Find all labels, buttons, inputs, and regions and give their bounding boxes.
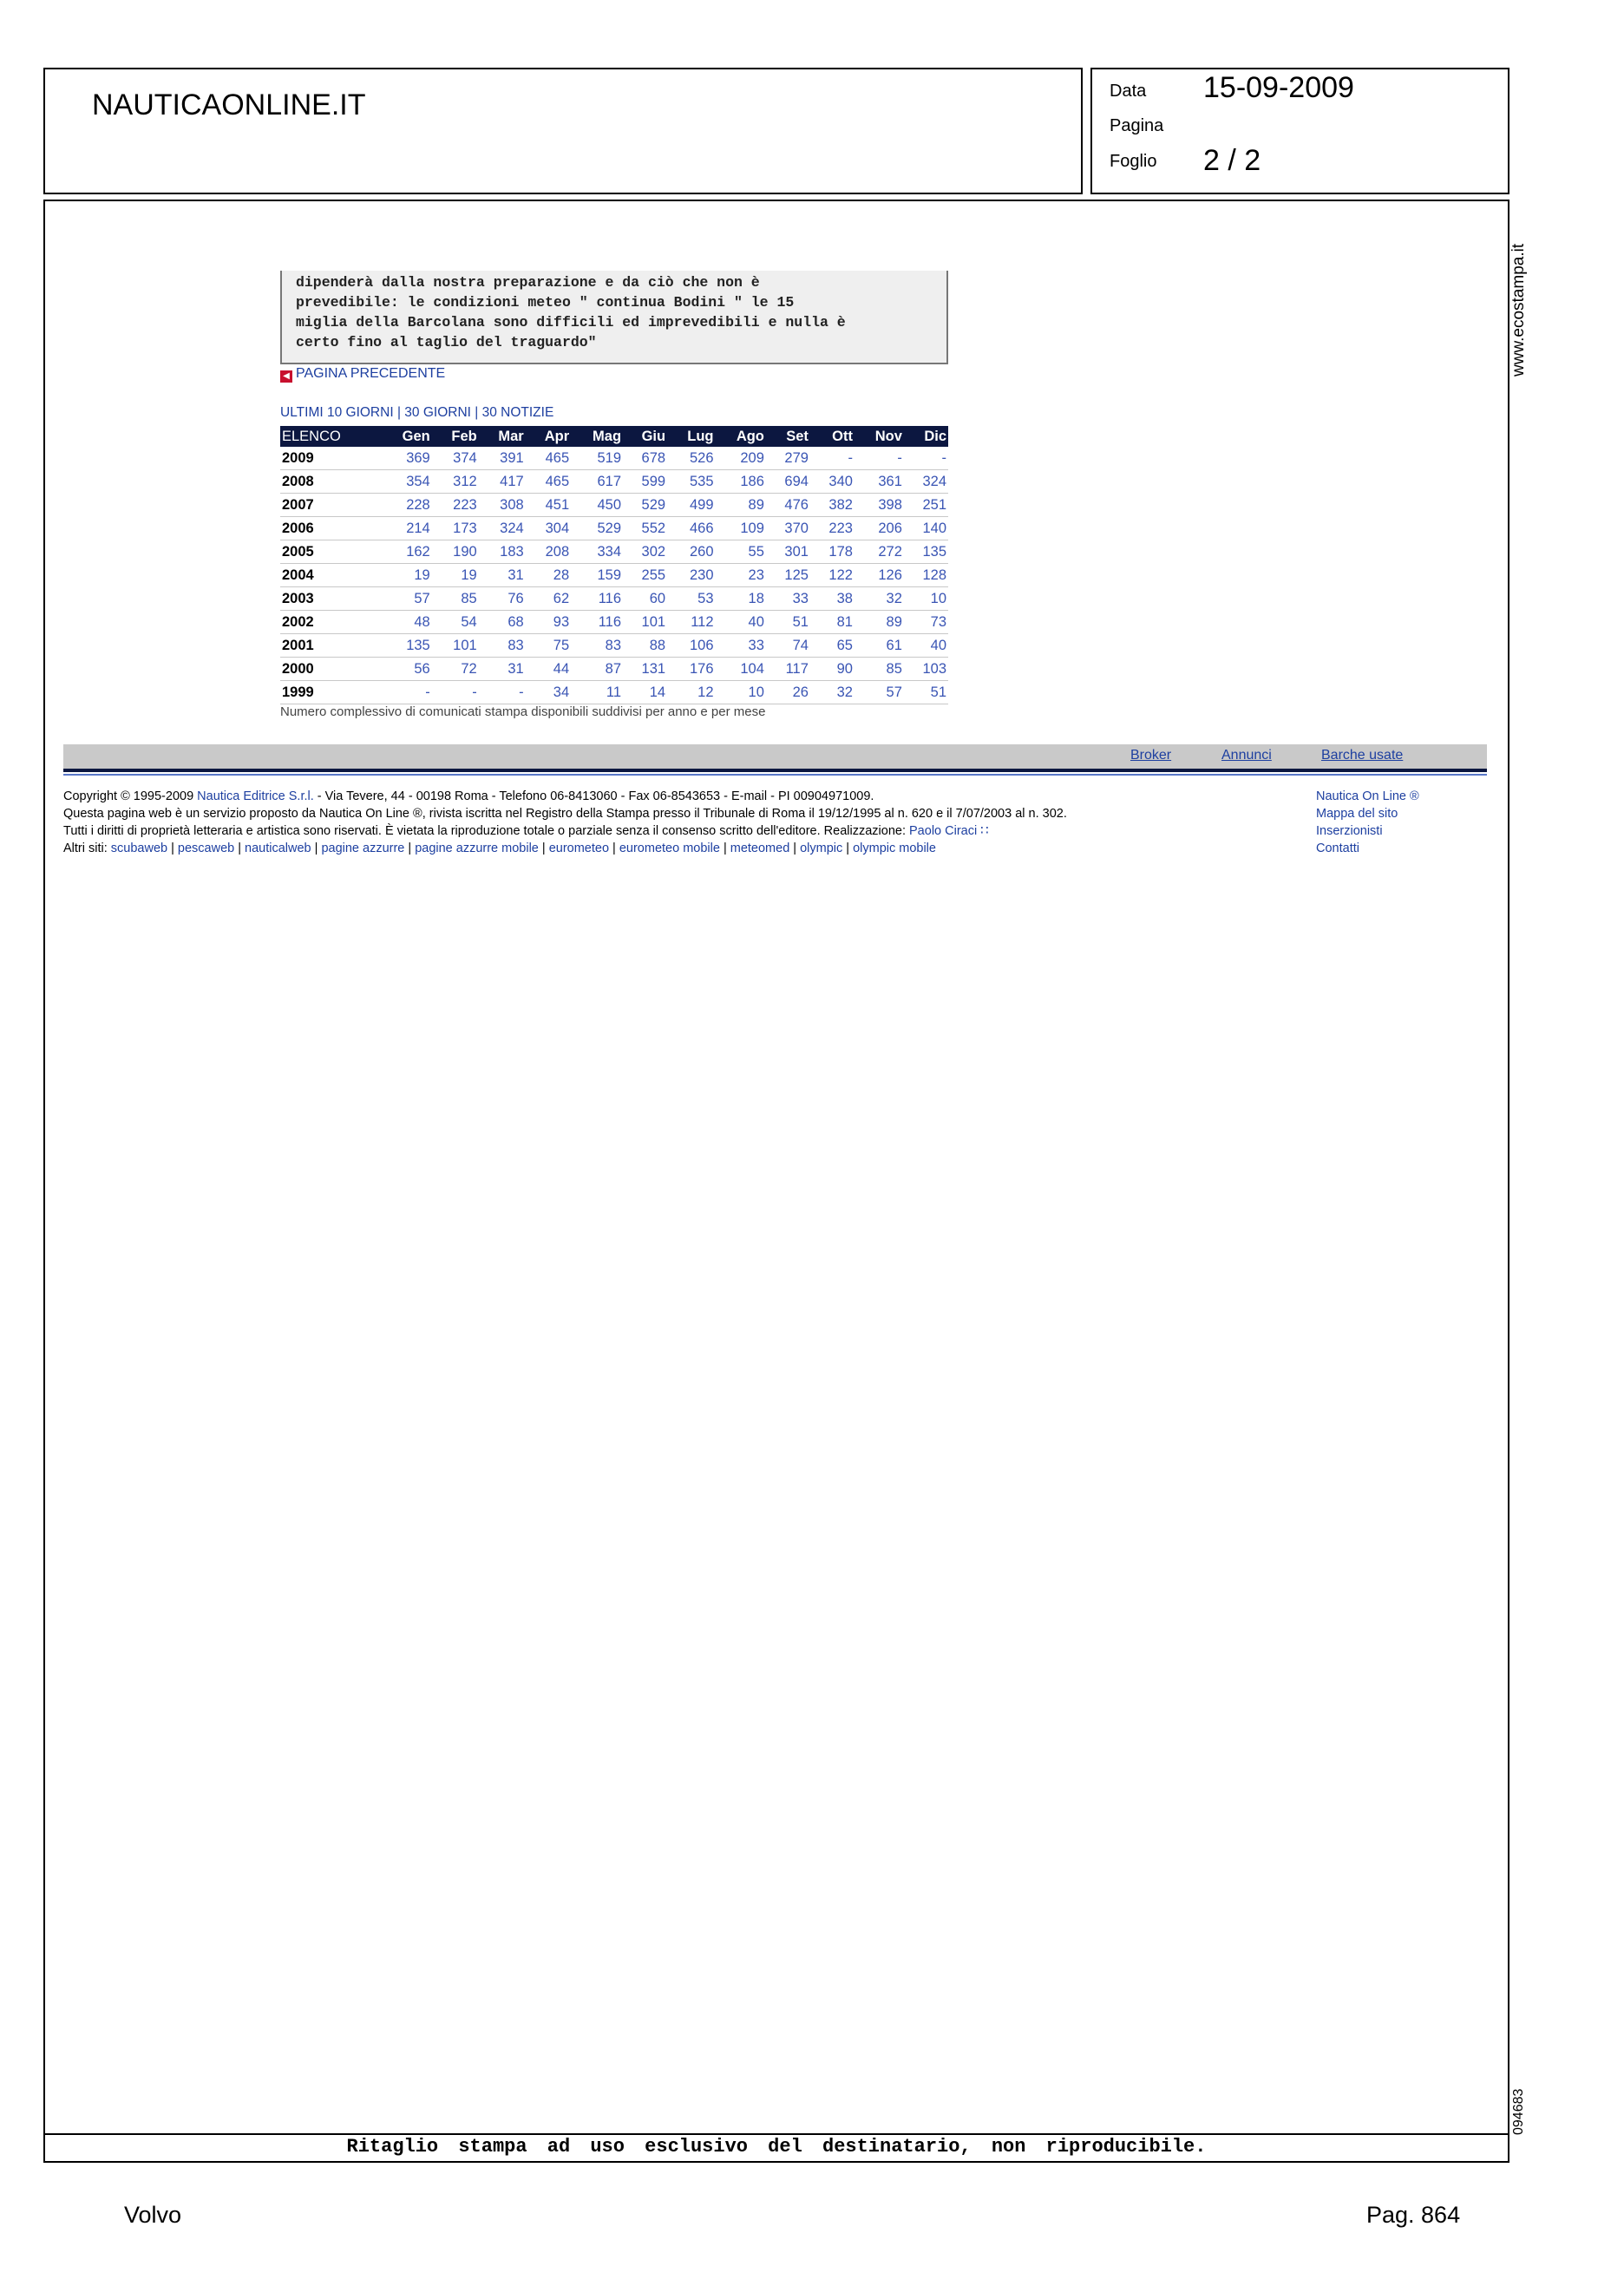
count-cell[interactable]: 61 bbox=[855, 634, 904, 658]
count-cell[interactable]: 131 bbox=[623, 658, 667, 681]
count-cell[interactable]: 304 bbox=[526, 517, 571, 540]
count-cell[interactable]: 40 bbox=[716, 611, 766, 634]
count-cell[interactable]: 370 bbox=[766, 517, 810, 540]
count-cell[interactable]: 354 bbox=[381, 470, 431, 494]
separator: | bbox=[167, 842, 178, 855]
count-cell[interactable]: 57 bbox=[381, 587, 431, 611]
separator: | bbox=[842, 842, 854, 855]
footer-page-number: Pag. 864 bbox=[1366, 2202, 1461, 2228]
copyright-text: Copyright © 1995-2009 bbox=[63, 789, 194, 803]
count-cell[interactable]: 51 bbox=[904, 681, 948, 704]
count-cell[interactable]: 361 bbox=[855, 470, 904, 494]
sitemap-link[interactable]: Mappa del sito bbox=[1316, 807, 1398, 821]
count-cell[interactable]: 324 bbox=[479, 517, 526, 540]
count-cell[interactable]: 499 bbox=[667, 494, 715, 517]
count-cell[interactable]: 302 bbox=[623, 540, 667, 564]
year-cell: 2007 bbox=[280, 494, 381, 517]
other-site-link[interactable]: scubaweb bbox=[110, 842, 168, 855]
count-cell[interactable]: 19 bbox=[432, 564, 479, 587]
year-cell: 1999 bbox=[280, 681, 381, 704]
count-cell[interactable]: 417 bbox=[479, 470, 526, 494]
count-cell[interactable]: 44 bbox=[526, 658, 571, 681]
count-cell[interactable]: 312 bbox=[432, 470, 479, 494]
count-cell[interactable]: 83 bbox=[571, 634, 623, 658]
count-cell[interactable]: 465 bbox=[526, 470, 571, 494]
quote-line: certo fino al taglio del traguardo" bbox=[296, 334, 597, 350]
count-cell[interactable]: 88 bbox=[623, 634, 667, 658]
side-website bbox=[1509, 217, 1536, 390]
count-cell[interactable]: 51 bbox=[766, 611, 810, 634]
table-row bbox=[280, 611, 948, 634]
separator: | bbox=[404, 842, 416, 855]
table-row bbox=[280, 517, 948, 540]
count-cell[interactable]: 10 bbox=[716, 681, 766, 704]
count-cell[interactable]: 81 bbox=[810, 611, 855, 634]
count-cell[interactable]: 73 bbox=[904, 611, 948, 634]
count-cell[interactable]: 208 bbox=[526, 540, 571, 564]
year-cell: 2005 bbox=[280, 540, 381, 564]
other-sites-label: Altri siti: bbox=[63, 842, 108, 855]
count-cell[interactable]: 128 bbox=[904, 564, 948, 587]
count-cell[interactable]: 83 bbox=[479, 634, 526, 658]
count-cell[interactable]: 93 bbox=[526, 611, 571, 634]
publisher-link[interactable]: Nautica Editrice S.r.l. bbox=[197, 789, 314, 803]
column-header-month: Nov bbox=[855, 426, 904, 447]
count-cell[interactable]: - bbox=[432, 681, 479, 704]
other-site-link[interactable]: pescaweb bbox=[177, 842, 235, 855]
separator: | bbox=[719, 842, 730, 855]
table-row bbox=[280, 447, 948, 470]
footer-divider bbox=[63, 769, 1487, 772]
count-cell[interactable]: 694 bbox=[766, 470, 810, 494]
count-cell[interactable]: 28 bbox=[526, 564, 571, 587]
table-row bbox=[280, 634, 948, 658]
column-header-month: Gen bbox=[381, 426, 431, 447]
count-cell[interactable]: 186 bbox=[716, 470, 766, 494]
count-cell[interactable]: 89 bbox=[716, 494, 766, 517]
count-cell[interactable]: - bbox=[855, 447, 904, 470]
count-cell[interactable]: 450 bbox=[571, 494, 623, 517]
count-cell[interactable]: 89 bbox=[855, 611, 904, 634]
date-label: Data bbox=[1110, 82, 1147, 101]
count-cell[interactable]: 529 bbox=[571, 517, 623, 540]
count-cell[interactable]: 57 bbox=[855, 681, 904, 704]
footer-divider bbox=[63, 774, 1487, 776]
period-links bbox=[280, 405, 553, 421]
link-30-news[interactable]: 30 NOTIZIE bbox=[481, 405, 554, 420]
link-last-10-days[interactable]: ULTIMI 10 GIORNI bbox=[280, 405, 394, 420]
count-cell[interactable]: 223 bbox=[432, 494, 479, 517]
year-cell: 2003 bbox=[280, 587, 381, 611]
count-cell[interactable]: 10 bbox=[904, 587, 948, 611]
count-cell[interactable]: 135 bbox=[904, 540, 948, 564]
count-cell[interactable]: 116 bbox=[571, 611, 623, 634]
count-cell[interactable]: 526 bbox=[667, 447, 715, 470]
count-cell[interactable]: 106 bbox=[667, 634, 715, 658]
year-cell: 2004 bbox=[280, 564, 381, 587]
count-cell[interactable]: 31 bbox=[479, 564, 526, 587]
count-cell[interactable]: - bbox=[810, 447, 855, 470]
nautica-online-link[interactable]: Nautica On Line ® bbox=[1316, 789, 1419, 803]
count-cell[interactable]: 12 bbox=[667, 681, 715, 704]
separator: | bbox=[234, 842, 246, 855]
date-value: 15-09-2009 bbox=[1203, 71, 1354, 104]
count-cell[interactable]: 60 bbox=[623, 587, 667, 611]
count-cell[interactable]: 126 bbox=[855, 564, 904, 587]
column-header-month: Lug bbox=[667, 426, 715, 447]
table-row bbox=[280, 587, 948, 611]
count-cell[interactable]: 272 bbox=[855, 540, 904, 564]
count-cell[interactable]: 162 bbox=[381, 540, 431, 564]
count-cell[interactable]: - bbox=[381, 681, 431, 704]
rights-line bbox=[63, 822, 1067, 840]
count-cell[interactable]: - bbox=[479, 681, 526, 704]
year-cell: 2002 bbox=[280, 611, 381, 634]
count-cell[interactable]: 255 bbox=[623, 564, 667, 587]
count-cell[interactable]: 340 bbox=[810, 470, 855, 494]
count-cell[interactable]: 38 bbox=[810, 587, 855, 611]
count-cell[interactable]: 101 bbox=[432, 634, 479, 658]
year-cell: 2009 bbox=[280, 447, 381, 470]
count-cell[interactable]: 75 bbox=[526, 634, 571, 658]
count-cell[interactable]: 535 bbox=[667, 470, 715, 494]
annunci-link[interactable]: Annunci bbox=[1221, 748, 1272, 763]
count-cell[interactable]: 382 bbox=[810, 494, 855, 517]
count-cell[interactable]: 209 bbox=[716, 447, 766, 470]
count-cell[interactable]: 122 bbox=[810, 564, 855, 587]
count-cell[interactable]: 176 bbox=[667, 658, 715, 681]
count-cell[interactable]: 85 bbox=[855, 658, 904, 681]
count-cell[interactable]: 18 bbox=[716, 587, 766, 611]
copyright-block bbox=[63, 788, 1067, 857]
count-cell[interactable]: - bbox=[904, 447, 948, 470]
column-header-month: Set bbox=[766, 426, 810, 447]
arrow-left-icon: ◀ bbox=[280, 370, 292, 383]
count-cell[interactable]: 251 bbox=[904, 494, 948, 517]
count-cell[interactable]: 230 bbox=[667, 564, 715, 587]
side-code-text: 094683 bbox=[1511, 2088, 1526, 2135]
count-cell[interactable]: 183 bbox=[479, 540, 526, 564]
count-cell[interactable]: 34 bbox=[526, 681, 571, 704]
side-code bbox=[1509, 2069, 1536, 2138]
column-header-month: Dic bbox=[904, 426, 948, 447]
count-cell[interactable]: 112 bbox=[667, 611, 715, 634]
count-cell[interactable]: 529 bbox=[623, 494, 667, 517]
count-cell[interactable]: 466 bbox=[667, 517, 715, 540]
table-row bbox=[280, 658, 948, 681]
count-cell[interactable]: 451 bbox=[526, 494, 571, 517]
count-cell[interactable]: 65 bbox=[810, 634, 855, 658]
count-cell[interactable]: 391 bbox=[479, 447, 526, 470]
other-sites-line bbox=[63, 840, 1067, 857]
previous-page-label: PAGINA PRECEDENTE bbox=[296, 366, 446, 381]
separator: | bbox=[538, 842, 549, 855]
count-cell[interactable]: 26 bbox=[766, 681, 810, 704]
count-cell[interactable]: 279 bbox=[766, 447, 810, 470]
count-cell[interactable]: 48 bbox=[381, 611, 431, 634]
count-cell[interactable]: 31 bbox=[479, 658, 526, 681]
other-site-link[interactable]: meteomed bbox=[730, 842, 790, 855]
count-cell[interactable]: 116 bbox=[571, 587, 623, 611]
barche-usate-link[interactable]: Barche usate bbox=[1321, 748, 1404, 763]
count-cell[interactable]: 260 bbox=[667, 540, 715, 564]
publisher-address: - Via Tevere, 44 - 00198 Roma - Telefono 06-8413060 - Fax 06-8543653 - E-mail - PI 00904971009. bbox=[317, 789, 874, 803]
count-cell[interactable]: 68 bbox=[479, 611, 526, 634]
column-header-month: Apr bbox=[526, 426, 571, 447]
table-note: Numero complessivo di comunicati stampa disponibili suddivisi per anno e per mese bbox=[280, 704, 766, 719]
count-cell[interactable]: 369 bbox=[381, 447, 431, 470]
right-links bbox=[1316, 788, 1419, 857]
publication-name: NAUTICAONLINE.IT bbox=[92, 88, 366, 121]
count-cell[interactable]: 11 bbox=[571, 681, 623, 704]
other-site-link[interactable]: olympic mobile bbox=[853, 842, 936, 855]
count-cell[interactable]: 76 bbox=[479, 587, 526, 611]
count-cell[interactable]: 103 bbox=[904, 658, 948, 681]
grid-icon: ∷ bbox=[980, 824, 989, 838]
count-cell[interactable]: 53 bbox=[667, 587, 715, 611]
count-cell[interactable]: 223 bbox=[810, 517, 855, 540]
disclaimer: Ritaglio stampa ad uso esclusivo del destinatario, non riproducibile. bbox=[346, 2136, 1207, 2158]
count-cell[interactable]: 206 bbox=[855, 517, 904, 540]
count-cell[interactable]: 72 bbox=[432, 658, 479, 681]
other-site-link[interactable]: pagine azzurre bbox=[321, 842, 405, 855]
registration-line: Questa pagina web è un servizio proposto da Nautica On Line ®, rivista iscritta nel Registro della Stampa presso il Tribunale di Roma il 19/12/1995 al n. 620 e il 7/07/2003 al n. 302. bbox=[63, 807, 1067, 821]
year-cell: 2000 bbox=[280, 658, 381, 681]
other-site-link[interactable]: pagine azzurre mobile bbox=[415, 842, 539, 855]
count-cell[interactable]: 173 bbox=[432, 517, 479, 540]
count-cell[interactable]: 599 bbox=[623, 470, 667, 494]
table-row bbox=[280, 470, 948, 494]
count-cell[interactable]: 87 bbox=[571, 658, 623, 681]
table-header-row bbox=[280, 426, 948, 447]
column-header-month: Giu bbox=[623, 426, 667, 447]
count-cell[interactable]: 23 bbox=[716, 564, 766, 587]
count-cell[interactable]: 617 bbox=[571, 470, 623, 494]
count-cell[interactable]: 33 bbox=[766, 587, 810, 611]
frame-divider bbox=[43, 2133, 1509, 2135]
count-cell[interactable]: 32 bbox=[810, 681, 855, 704]
year-cell: 2001 bbox=[280, 634, 381, 658]
footer-nav-bar bbox=[63, 744, 1487, 769]
count-cell[interactable]: 398 bbox=[855, 494, 904, 517]
quote-line: dipenderà dalla nostra preparazione e da ciò che non è bbox=[296, 274, 760, 291]
count-cell[interactable]: 159 bbox=[571, 564, 623, 587]
table-row bbox=[280, 564, 948, 587]
press-release-stats-table bbox=[280, 426, 948, 704]
advertisers-link[interactable]: Inserzionisti bbox=[1316, 824, 1383, 838]
article-quote bbox=[280, 271, 948, 364]
broker-link[interactable]: Broker bbox=[1130, 748, 1172, 763]
quote-line: miglia della Barcolana sono difficili ed imprevedibili e nulla è bbox=[296, 314, 846, 331]
count-cell[interactable]: 14 bbox=[623, 681, 667, 704]
previous-page-link[interactable] bbox=[280, 366, 445, 383]
separator: | bbox=[396, 405, 401, 420]
publication-header bbox=[43, 68, 1083, 194]
count-cell[interactable]: 85 bbox=[432, 587, 479, 611]
count-cell[interactable]: 334 bbox=[571, 540, 623, 564]
sheet-value: 2 / 2 bbox=[1203, 144, 1261, 177]
count-cell[interactable]: 40 bbox=[904, 634, 948, 658]
count-cell[interactable]: 519 bbox=[571, 447, 623, 470]
count-cell[interactable]: 140 bbox=[904, 517, 948, 540]
separator: | bbox=[311, 842, 322, 855]
count-cell[interactable]: 62 bbox=[526, 587, 571, 611]
count-cell[interactable]: 90 bbox=[810, 658, 855, 681]
separator: | bbox=[789, 842, 801, 855]
date-page-box bbox=[1090, 68, 1509, 194]
count-cell[interactable]: 190 bbox=[432, 540, 479, 564]
count-cell[interactable]: 178 bbox=[810, 540, 855, 564]
count-cell[interactable]: 324 bbox=[904, 470, 948, 494]
other-site-link[interactable]: olympic bbox=[800, 842, 843, 855]
footer-client: Volvo bbox=[124, 2202, 182, 2228]
side-website-text: www.ecostampa.it bbox=[1509, 243, 1528, 377]
count-cell[interactable]: 214 bbox=[381, 517, 431, 540]
year-cell: 2008 bbox=[280, 470, 381, 494]
count-cell[interactable]: 678 bbox=[623, 447, 667, 470]
other-site-link[interactable]: nauticalweb bbox=[245, 842, 311, 855]
count-cell[interactable]: 19 bbox=[381, 564, 431, 587]
page-label: Pagina bbox=[1110, 116, 1164, 135]
count-cell[interactable]: 74 bbox=[766, 634, 810, 658]
count-cell[interactable]: 552 bbox=[623, 517, 667, 540]
author-link[interactable]: Paolo Ciraci bbox=[909, 824, 978, 838]
count-cell[interactable]: 54 bbox=[432, 611, 479, 634]
year-cell: 2006 bbox=[280, 517, 381, 540]
count-cell[interactable]: 374 bbox=[432, 447, 479, 470]
count-cell[interactable]: 101 bbox=[623, 611, 667, 634]
quote-line: prevedibile: le condizioni meteo " continua Bodini " le 15 bbox=[296, 294, 795, 311]
other-site-link[interactable]: eurometeo mobile bbox=[619, 842, 720, 855]
count-cell[interactable]: 301 bbox=[766, 540, 810, 564]
count-cell[interactable]: 228 bbox=[381, 494, 431, 517]
count-cell[interactable]: 56 bbox=[381, 658, 431, 681]
table-row bbox=[280, 494, 948, 517]
count-cell[interactable]: 135 bbox=[381, 634, 431, 658]
column-header-month: Mag bbox=[571, 426, 623, 447]
table-body bbox=[280, 447, 948, 704]
count-cell[interactable]: 117 bbox=[766, 658, 810, 681]
count-cell[interactable]: 125 bbox=[766, 564, 810, 587]
count-cell[interactable]: 33 bbox=[716, 634, 766, 658]
column-header-month: Ott bbox=[810, 426, 855, 447]
column-header-month: Feb bbox=[432, 426, 479, 447]
rights-text: Tutti i diritti di proprietà letteraria e artistica sono riservati. È vietata la riproduzione totale o parziale senza il consenso scritto dell'editore. Realizzazione: bbox=[63, 824, 906, 838]
sheet-label: Foglio bbox=[1110, 152, 1157, 171]
count-cell[interactable]: 55 bbox=[716, 540, 766, 564]
count-cell[interactable]: 476 bbox=[766, 494, 810, 517]
column-header-month: Ago bbox=[716, 426, 766, 447]
separator: | bbox=[609, 842, 619, 855]
column-header-elenco: ELENCO bbox=[280, 426, 381, 447]
table-row bbox=[280, 681, 948, 704]
count-cell[interactable]: 465 bbox=[526, 447, 571, 470]
link-30-days[interactable]: 30 GIORNI bbox=[404, 405, 471, 420]
count-cell[interactable]: 308 bbox=[479, 494, 526, 517]
contacts-link[interactable]: Contatti bbox=[1316, 842, 1359, 855]
count-cell[interactable]: 104 bbox=[716, 658, 766, 681]
column-header-month: Mar bbox=[479, 426, 526, 447]
separator: | bbox=[475, 405, 479, 420]
count-cell[interactable]: 109 bbox=[716, 517, 766, 540]
table-row bbox=[280, 540, 948, 564]
copyright-line bbox=[63, 788, 1067, 805]
count-cell[interactable]: 32 bbox=[855, 587, 904, 611]
other-site-link[interactable]: eurometeo bbox=[548, 842, 610, 855]
